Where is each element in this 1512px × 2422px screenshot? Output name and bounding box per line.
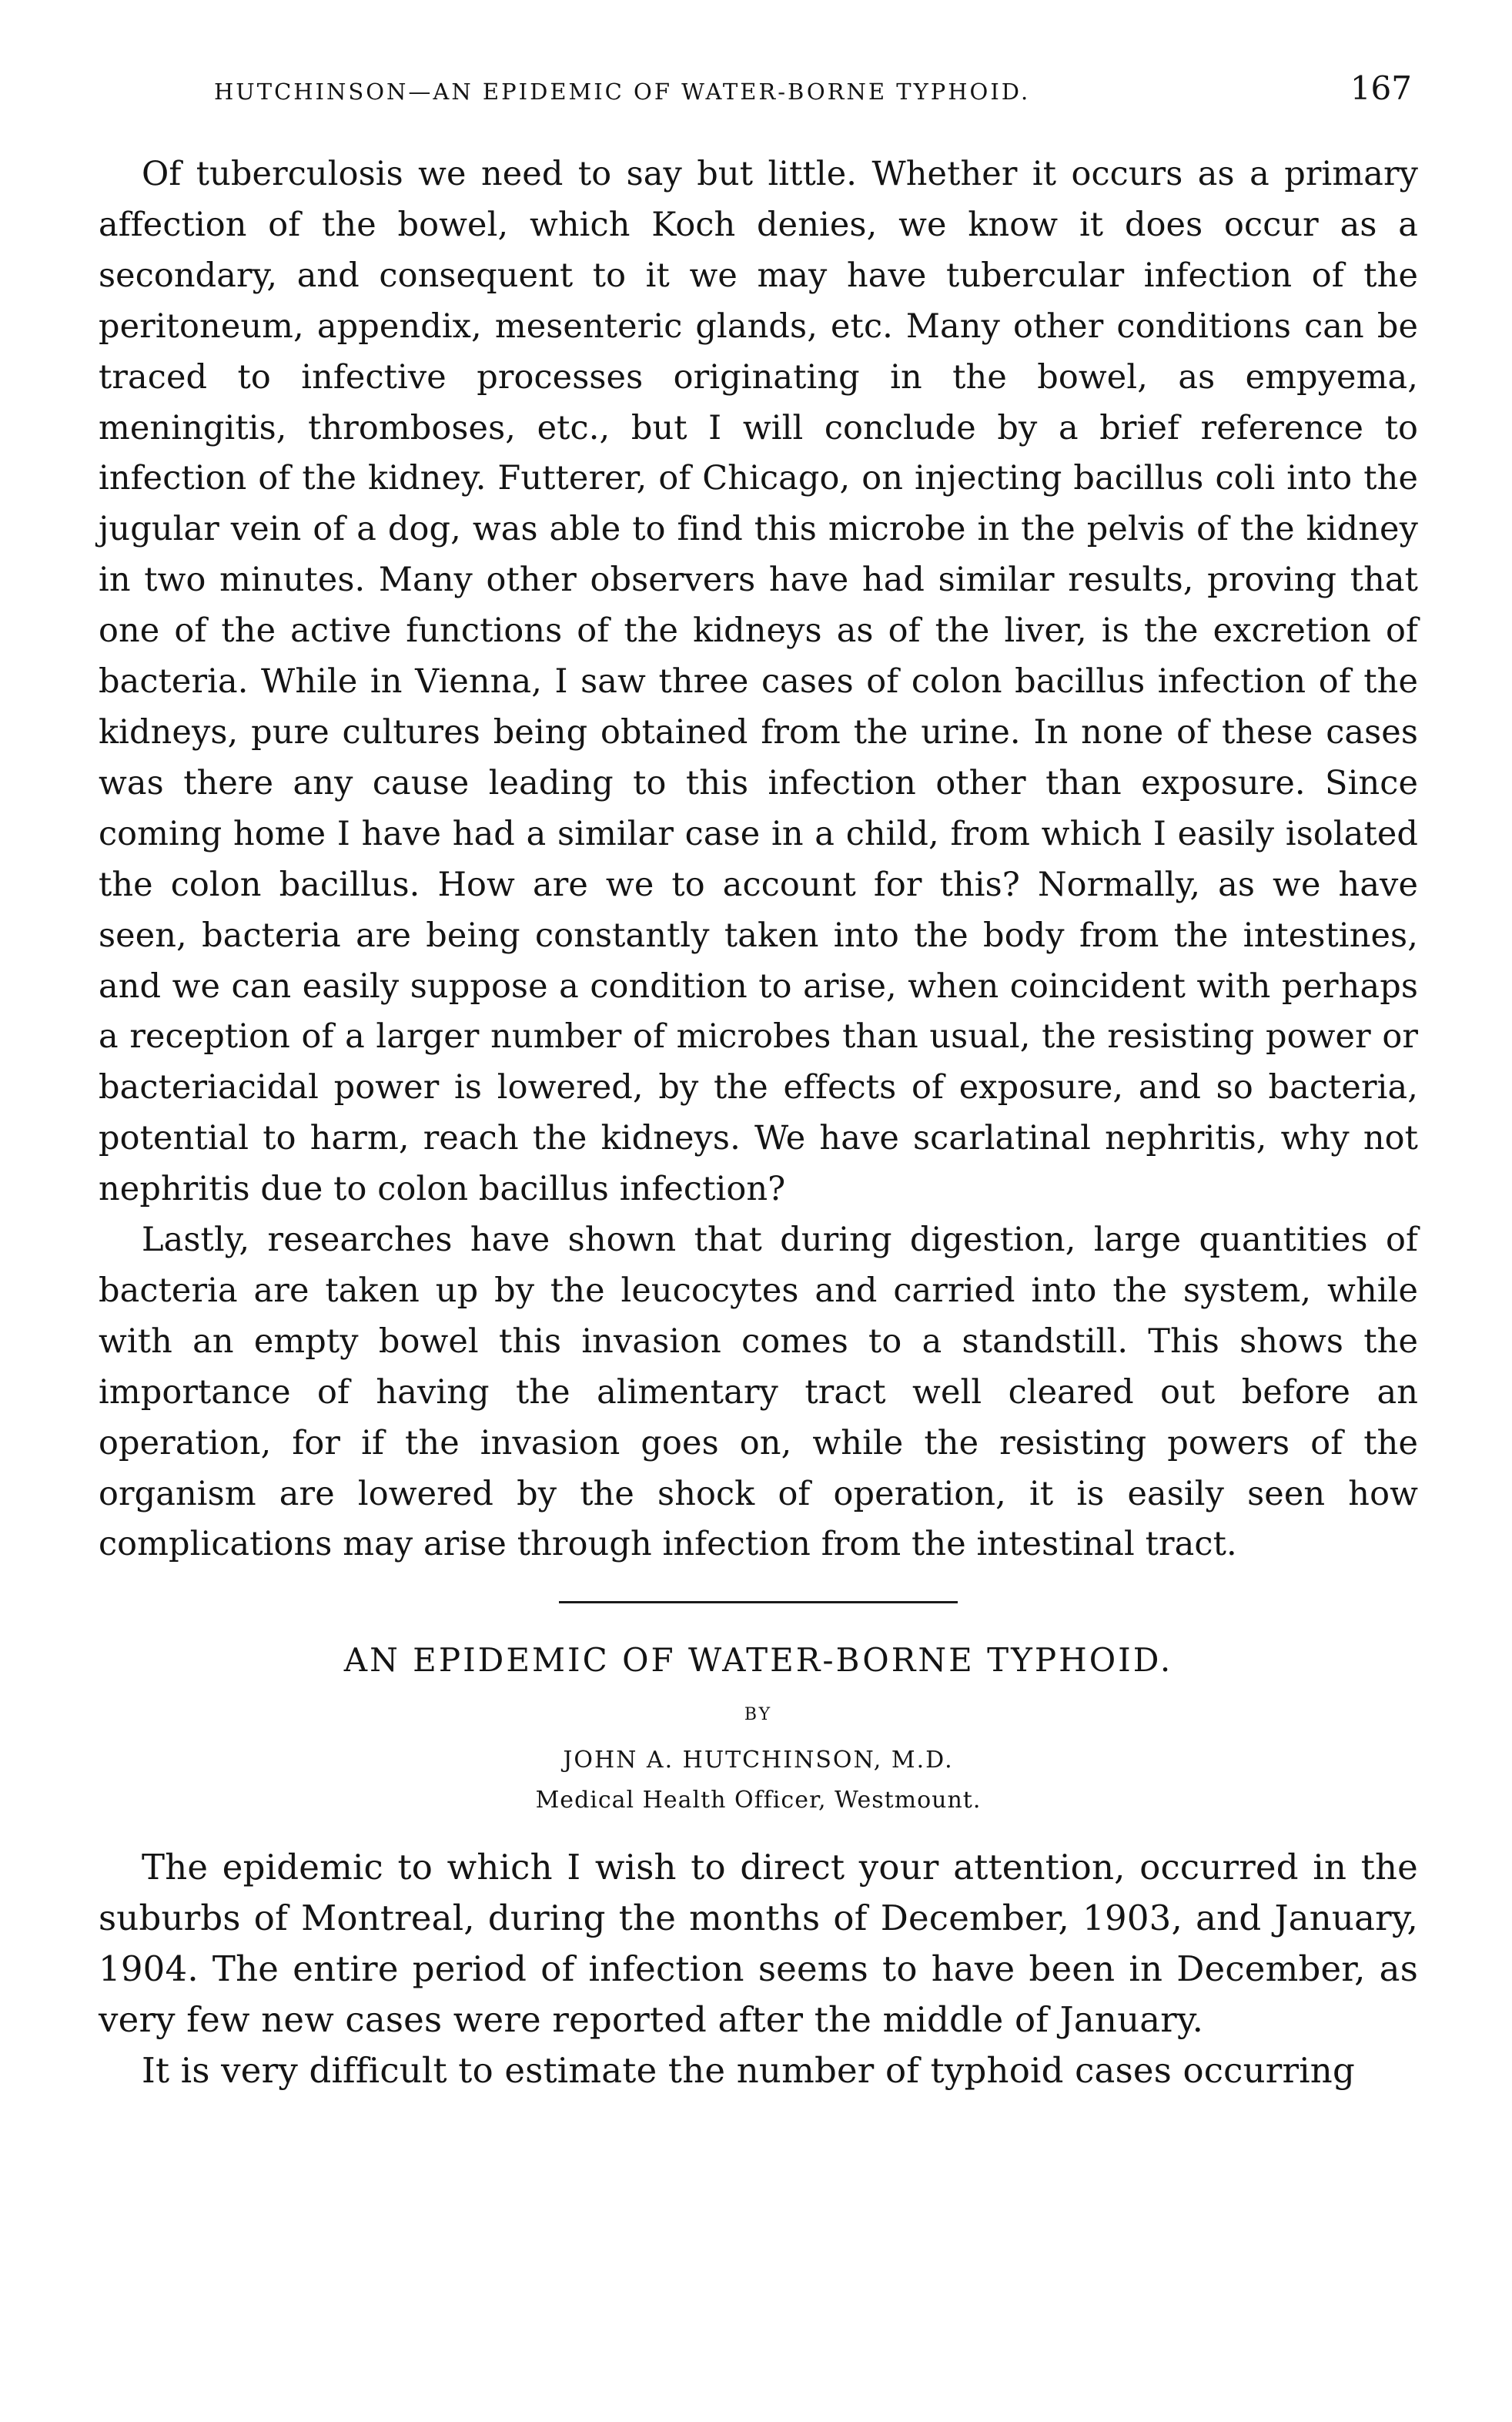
article-text — [99, 1842, 1418, 2096]
section-divider — [559, 1601, 958, 1603]
running-head-title: HUTCHINSON—AN EPIDEMIC OF WATER-BORNE TYPHOID. — [214, 79, 1031, 105]
paragraph-tuberculosis: Of tuberculosis we need to say but little. Whether it occurs as a primary affection of the bowel, which Koch denies, we know it does occur as a secondary, and consequent to it we may have tubercular infection of the peritoneum, appendix, mesenteric glands, etc. Many other conditions can be traced to infective processes originating in the bowel, as empyema, meningitis, thromboses, etc., but I will conclude by a brief reference to infection of the kidney. Futterer, of Chicago, on injecting bacillus coli into the jugular vein of a dog, was able to find this microbe in the pelvis of the kidney in two minutes. Many other observers have had similar results, proving that one of the active functions of the kidneys as of the liver, is the excretion of bacteria. While in Vienna, I saw three cases of colon bacillus infection of the kidneys, pure cultures being obtained from the urine. In none of these cases was there any cause leading to this infection other than exposure. Since coming home I have had a similar case in a child, from which I easily isolated the colon bacillus. How are we to account for this? Normally, as we have seen, bacteria are being constantly taken into the body from the intestines, and we can easily suppose a condition to arise, when coincident with perhaps a reception of a larger number of microbes than usual, the resisting power or bacteriacidal power is lowered, by the effects of exposure, and so bacteria, potential to harm, reach the kidneys. We have scarlatinal nephritis, why not nephritis due to colon bacillus infection? — [99, 155, 1418, 1209]
author-name: JOHN A. HUTCHINSON, M.D. — [563, 1747, 954, 1774]
running-head — [99, 69, 1418, 109]
paragraph-epidemic: The epidemic to which I wish to direct your attention, occurred in the suburbs of Montreal, during the months of December, 1903, and January, 1904. The entire period of infection seems to have been in December, as very few new cases were reported after the middle of January. — [99, 1847, 1418, 2041]
paragraph-estimate: It is very difficult to estimate the number of typhoid cases occurring — [142, 2050, 1355, 2092]
previous-article-text — [99, 149, 1418, 1570]
journal-page — [99, 69, 1418, 2096]
author-affiliation: Medical Health Officer, Westmount. — [535, 1787, 982, 1814]
paragraph-digestion: Lastly, researches have shown that during digestion, large quantities of bacteria are taken up by the leucocytes and carried into the system, while with an empty bowel this invasion comes to a standstill. This shows the importance of having the alimentary tract well cleared out before an operation, for if the invasion goes on, while the resisting powers of the organism are lowered by the shock of operation, it is easily seen how complications may arise through infection from the intestinal tract. — [99, 1221, 1418, 1564]
page-number: 167 — [1350, 69, 1412, 107]
byline: BY — [744, 1705, 773, 1725]
article-title: AN EPIDEMIC OF WATER-BORNE TYPHOID. — [343, 1641, 1173, 1680]
